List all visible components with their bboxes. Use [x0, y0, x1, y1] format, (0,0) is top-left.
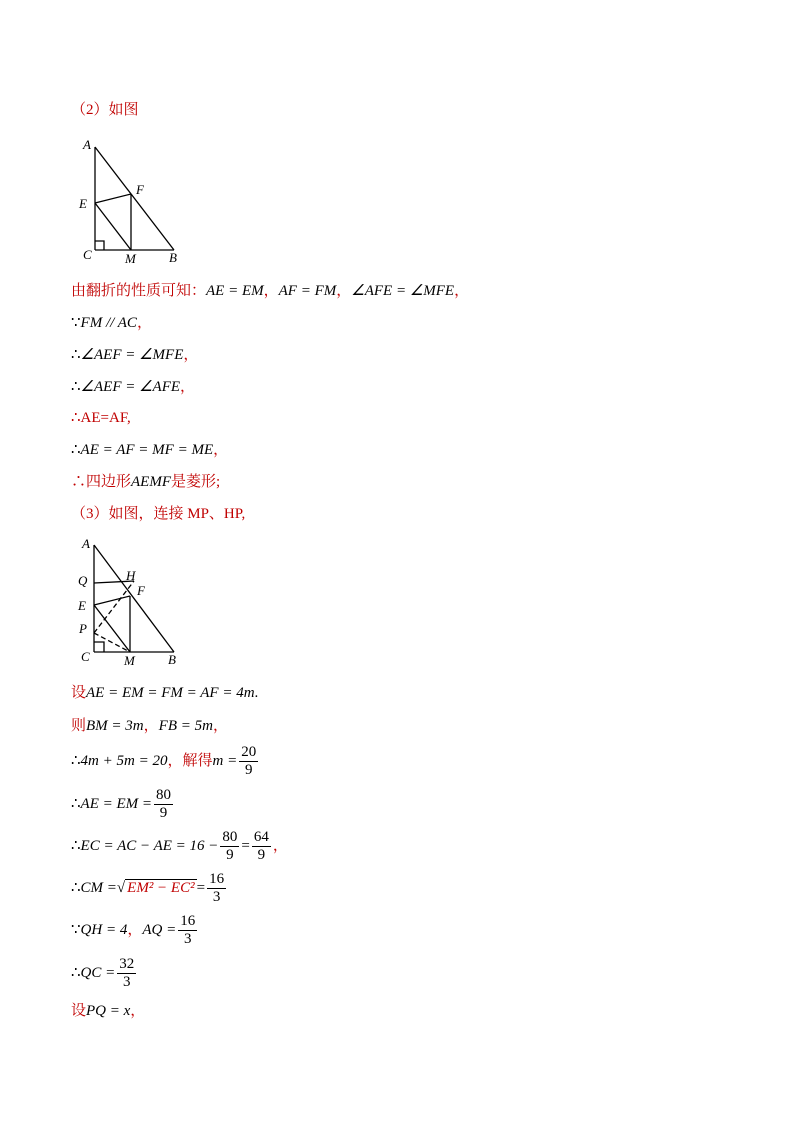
fraction-m: $\frac{20}{9}$	[241, 744, 257, 778]
fraction-cm: $\frac{16}{3}$	[209, 871, 225, 905]
p2-line-1: 由翻折的性质可知：AE = EM，AF = FM，∠AFE = ∠MFE，	[71, 283, 470, 299]
fig2-label-b: B	[168, 652, 176, 667]
fig2-label-f: F	[137, 583, 145, 598]
p2-line-6: ∴AE = AF = MF = ME，	[71, 442, 229, 458]
fig2-label-e: E	[78, 598, 86, 613]
figure-rhombus-diagram	[75, 135, 185, 267]
fig1-label-a: A	[83, 137, 91, 152]
fig2-label-a: A	[82, 536, 90, 551]
fig1-label-e: E	[79, 196, 87, 211]
fraction-qc: $\frac{32}{3}$	[119, 956, 135, 990]
p3-line-7: ∵QH = 4，AQ = $\frac{16}{3}$	[71, 913, 196, 947]
fig2-label-p: P	[79, 621, 87, 636]
fig1-label-b: B	[169, 250, 177, 265]
p3-line-8: ∴QC = $\frac{32}{3}$	[71, 956, 135, 990]
fraction-ec: $\frac{64}{9}$	[253, 829, 269, 863]
p2-line-7: ∴四边形AEMF是菱形;	[71, 474, 221, 490]
p3-line-2: 则BM = 3m，FB = 5m，	[71, 718, 228, 734]
fraction-ae: $\frac{80}{9}$	[156, 787, 172, 821]
p3-line-1: 设AE = EM = FM = AF = 4m.	[71, 685, 259, 701]
p3-line-3: ∴4m + 5m = 20，解得m = $\frac{20}{9}$	[71, 744, 257, 778]
fraction-aq: $\frac{16}{3}$	[180, 913, 196, 947]
p3-line-5: ∴EC = AC − AE = 16 − $\frac{80}{9}$ = $\frac{64}{9}$ ，	[71, 829, 288, 863]
fraction-ae-value: $\frac{80}{9}$	[222, 829, 238, 863]
p3-line-6: ∴CM =√ EM² − EC² = $\frac{16}{3}$	[71, 871, 225, 905]
p3-line-9: 设PQ = x，	[71, 1003, 146, 1019]
part2-heading: （2）如图	[71, 102, 139, 118]
p2-line-5: ∴AE=AF,	[71, 410, 131, 426]
fig2-label-c: C	[81, 649, 90, 664]
fig1-label-f: F	[136, 182, 144, 197]
p2-line-3: ∴∠AEF = ∠MFE，	[71, 347, 199, 363]
p3-line-4: ∴AE = EM = $\frac{80}{9}$	[71, 787, 172, 821]
p2-line-4: ∴∠AEF = ∠AFE，	[71, 379, 196, 395]
figure-symmetry-diagram	[73, 535, 183, 670]
fig2-label-m: M	[124, 653, 135, 668]
fig2-label-q: Q	[78, 573, 88, 588]
fig2-label-h: H	[126, 568, 136, 583]
part3-heading: （3）如图，连接 MP、HP,	[71, 506, 246, 522]
fig1-label-m: M	[125, 251, 136, 266]
fig1-label-c: C	[83, 247, 92, 262]
p2-line-2: ∵FM // AC，	[71, 315, 152, 331]
sqrt-expression: EM² − EC²	[127, 879, 195, 896]
